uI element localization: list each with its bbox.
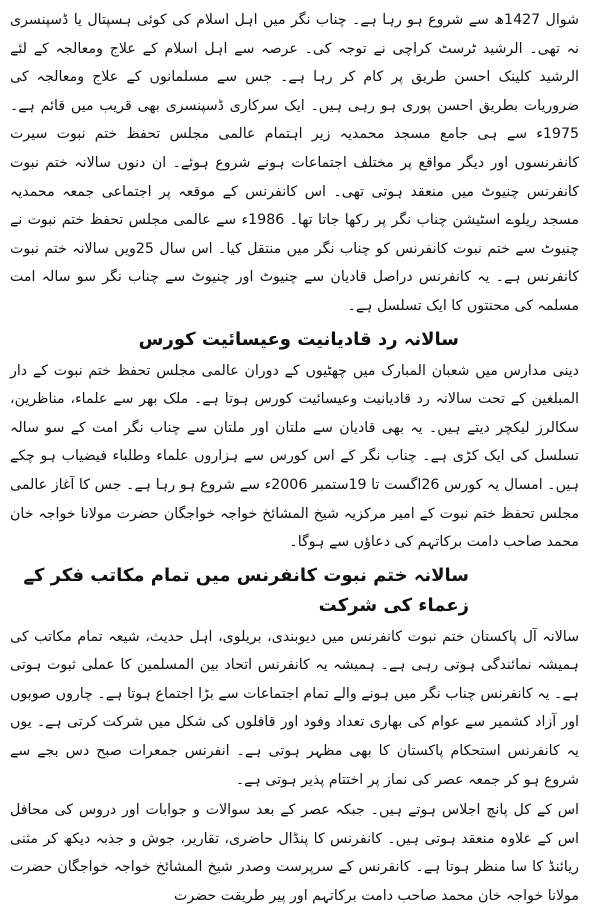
section-heading-conference: سالانہ ختم نبوت کانفرنس میں تمام مکاتب فکر کے زعماء کی شرکت — [23, 564, 469, 616]
section-heading-course: سالانہ رد قادیانیت وعیسائیت کورس — [138, 328, 459, 350]
conference-paragraph-1: سالانہ آل پاکستان ختم نبوت کانفرنس میں دیوبندی، بریلوی، اہل حدیث، شیعہ تمام مکاتب کی ہمیشہ نمائندگی ہوتی رہی ہے۔ ہمیشہ یہ کانفرنس اتحاد بین المسلمین کا عملی ثبوت ہوتی ہے۔ یہ کانفرنس چناب نگر میں ہونے والے تمام اجتماعات سے بڑا اجتماع ہوتا ہے۔ چاروں صوبوں اور آزاد کشمیر سے عوام کی بھاری تعداد وفود اور قافلوں کی شکل میں شرکت کرتی ہے۔ یوں یہ کانفرنس استحکام پاکستان کا بھی مظہر ہوتی ہے۔ انفرنس جمعرات صبح دس بجے سے شروع ہو کر جمعہ عصر کی نماز پر اختتام پذیر ہوتی ہے۔ — [10, 628, 579, 788]
conference-paragraph-2: اس کے کل پانچ اجلاس ہوتے ہیں۔ جبکہ عصر کے بعد سوالات و جوابات اور دروس کی محافل اس کے علاوہ منعقد ہوتی ہیں۔ کانفرنس کا پنڈال حاضری، تقاریر، جوش و جذبہ دیکھ کر مثنی ریائنڈ کا سا منظر ہوتا ہے۔ کانفرنس کے سرپرست وصدر شیخ المشائخ خواجہ خواجگان حضرت مولانا خواجہ خان محمد صاحب دامت برکاتہم اور پیر طریقت حضرت — [10, 802, 579, 905]
intro-paragraph: شوال 1427ھ سے شروع ہو رہا ہے۔ چناب نگر میں اہل اسلام کی کوئی ہسپتال یا ڈسپنسری نہ تھی۔ الرشید ٹرسٹ کراچی نے توجہ کی۔ عرصہ سے اہل اسلام کے علاج ومعالجہ کے لئے الرشید کلینک احسن طریق پر کام کر رہا ہے۔ جس سے مسلمانوں کے علاج ومعالجہ کی ضروریات بطریق احسن پوری ہو رہی ہیں۔ ایک سرکاری ڈسپنسری بھی قریب میں قائم ہے۔ 1975ء سے ہی جامع مسجد محمدیہ زیر اہتمام عالمی مجلس تحفظ ختم نبوت سیرت کانفرنسوں اور دیگر مواقع پر مختلف اجتماعات ہونے شروع ہوئے۔ ان دنوں سالانہ ختم نبوت کانفرنس چنیوٹ میں منعقد ہوتی تھی۔ اس کانفرنس کے موقعہ پر اجتماعی جمعہ محمدیہ مسجد ریلوے اسٹیشن چناب نگر پر رکھا جاتا تھا۔ 1986ء سے عالمی مجلس تحفظ ختم نبوت نے چنیوٹ سے ختم نبوت کانفرنس کو چناب نگر میں منتقل کیا۔ اس سال 25ویں سالانہ ختم نبوت کانفرنس ہے۔ یہ کانفرنس دراصل قادیان سے چنیوٹ اور چنیوٹ سے چناب نگر سو سالہ امت مسلمہ کی محنتوں کا ایک تسلسل ہے۔ — [10, 12, 579, 314]
course-paragraph: دینی مدارس میں شعبان المبارک میں چھٹیوں کے دوران عالمی مجلس تحفظ ختم نبوت کے دار المبلغین کے تحت سالانہ رد قادیانیت وعیسائیت کورس ہوتا ہے۔ ملک بھر سے علماء، مناظرین، سکالرز لیکچر دیتے ہیں۔ یہ بھی قادیان سے ملتان اور ملتان سے چناب نگر امت کے سو سالہ تسلسل کی ایک کڑی ہے۔ چناب نگر کے اس کورس سے ہزاروں علماء وطلباء فیضیاب ہو چکے ہیں۔ امسال یہ کورس 26اگست تا 19ستمبر 2006ء سے شروع ہو رہا ہے۔ جس کا آغاز عالمی مجلس تحفظ ختم نبوت کے امیر مرکزیہ شیخ المشائخ خواجہ خواجگان حضرت مولانا خواجہ خان محمد صاحب دامت برکاتہم کی دعاؤں سے ہوگا۔ — [10, 362, 580, 551]
